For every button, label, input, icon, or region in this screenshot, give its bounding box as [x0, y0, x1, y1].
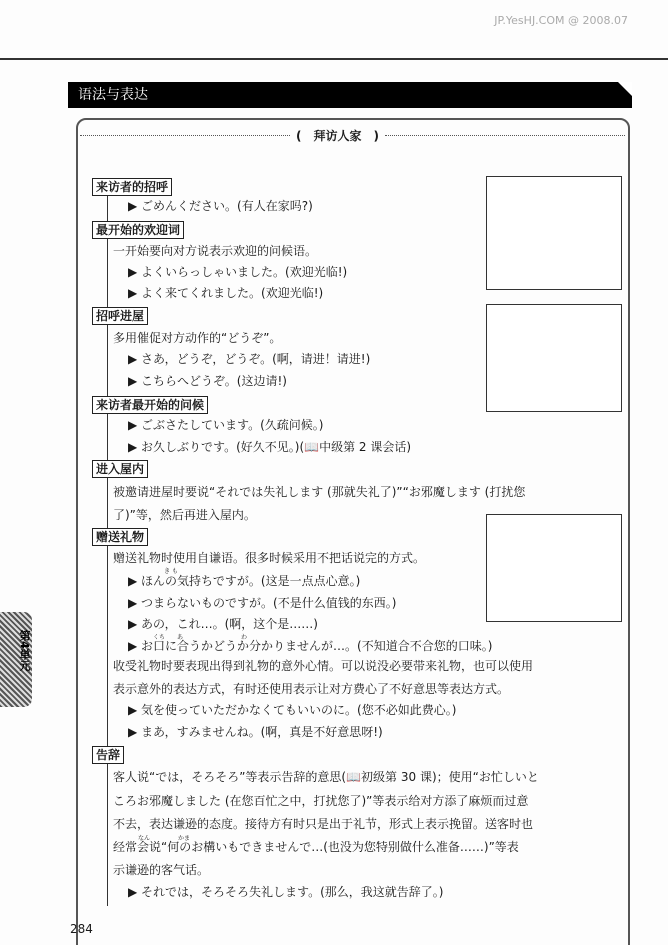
example: ▶ あの，これ…。(啊，这个是……)	[128, 617, 318, 631]
example: ▶ ごぶさたしています。(久疏问候。)	[128, 418, 324, 432]
explanation: 不去，表达谦逊的态度。接待方有时只是出于礼节，形式上表示挽留。送客时也	[113, 817, 534, 831]
explanation: 客人说“では，そろそろ”等表示告辞的意思(📖初级第 30 课)；使用“お忙しいと	[113, 770, 539, 784]
page-number: 284	[70, 922, 93, 936]
example: ▶ こちらへどうぞ。(这边请!)	[128, 374, 287, 388]
box-title: ( 拜访人家 )	[296, 129, 379, 143]
unit-side-tab-label: 第4単元	[18, 630, 31, 671]
title-dotline-right	[385, 135, 625, 136]
explanation: ころお邪魔しました (在您百忙之中，打扰您了)”等表示给对方添了麻烦而过意	[113, 794, 529, 808]
explanation: 示谦逊的客气话。	[113, 863, 210, 877]
example: ▶ まあ，すみませんね。(啊，真是不好意思呀!)	[128, 725, 383, 739]
title-dotline-left	[80, 135, 290, 136]
watermark: JP.YesHJ.COM @ 2008.07	[494, 14, 628, 27]
illustration-gift-giving	[486, 514, 622, 622]
section-label: 来访者最开始的问候	[92, 396, 208, 414]
example: ▶ お口に合うかどうか分かりませんが…。(不知道合不合您的口味。)	[128, 639, 493, 653]
explanation: 多用催促对方动作的“どうぞ”。	[113, 331, 282, 345]
furigana: なん	[138, 835, 151, 842]
example: ▶ よくいらっしゃいました。(欢迎光临!)	[128, 265, 348, 279]
furigana: あ	[177, 634, 184, 641]
furigana: き も	[164, 568, 178, 575]
example: ▶ つまらないものですが。(不是什么值钱的东西。)	[128, 596, 397, 610]
section-label: 进入屋内	[92, 460, 148, 478]
explanation: 赠送礼物时使用自谦语。很多时候采用不把话说完的方式。	[113, 551, 426, 565]
section-label: 最开始的欢迎词	[92, 221, 184, 239]
section-label: 来访者的招呼	[92, 178, 172, 196]
corner-fold	[618, 82, 632, 96]
example: ▶ よく来てくれました。(欢迎光临!)	[128, 286, 324, 300]
section-label: 招呼进屋	[92, 307, 148, 325]
furigana: わ	[241, 634, 248, 641]
explanation: 表示意外的表达方式，有时还使用表示让对方费心了不好意思等表达方式。	[113, 682, 510, 696]
example: ▶ さあ，どうぞ，どうぞ。(啊，请进！请进!)	[128, 352, 371, 366]
example: ▶ 気を使っていただかなくてもいいのに。(您不必如此费心。)	[128, 703, 457, 717]
example: ▶ ごめんください。(有人在家吗?)	[128, 199, 313, 213]
example: ▶ それでは，そろそろ失礼します。(那么，我这就告辞了。)	[128, 885, 444, 899]
explanation: 一开始要向对方说表示欢迎的问候语。	[113, 244, 318, 258]
explanation: 被邀请进屋时要说“それでは失礼します (那就失礼了)”“お邪魔します (打扰您	[113, 485, 526, 499]
flow-line	[107, 186, 108, 906]
explanation: 经常会说“何のお構いもできませんで…(也没为您特别做什么准备……)”等表	[113, 840, 519, 854]
header-rule	[0, 58, 668, 60]
section-label: 赠送礼物	[92, 528, 148, 546]
example: ▶ お久しぶりです。(好久不见。)(📖中级第 2 课会话)	[128, 440, 412, 454]
section-header: 语法与表达	[68, 82, 632, 108]
illustration-slippers	[486, 304, 622, 412]
section-label: 告辞	[92, 746, 124, 764]
furigana: くち	[153, 634, 166, 641]
explanation: 了)”等，然后再进入屋内。	[113, 508, 256, 522]
illustration-greeting-at-door	[486, 176, 622, 290]
example: ▶ ほんの気持ちですが。(这是一点点心意。)	[128, 574, 361, 588]
explanation: 收受礼物时要表现出得到礼物的意外心情。可以说没必要带来礼物，也可以使用	[113, 659, 534, 673]
furigana: かま	[178, 835, 191, 842]
